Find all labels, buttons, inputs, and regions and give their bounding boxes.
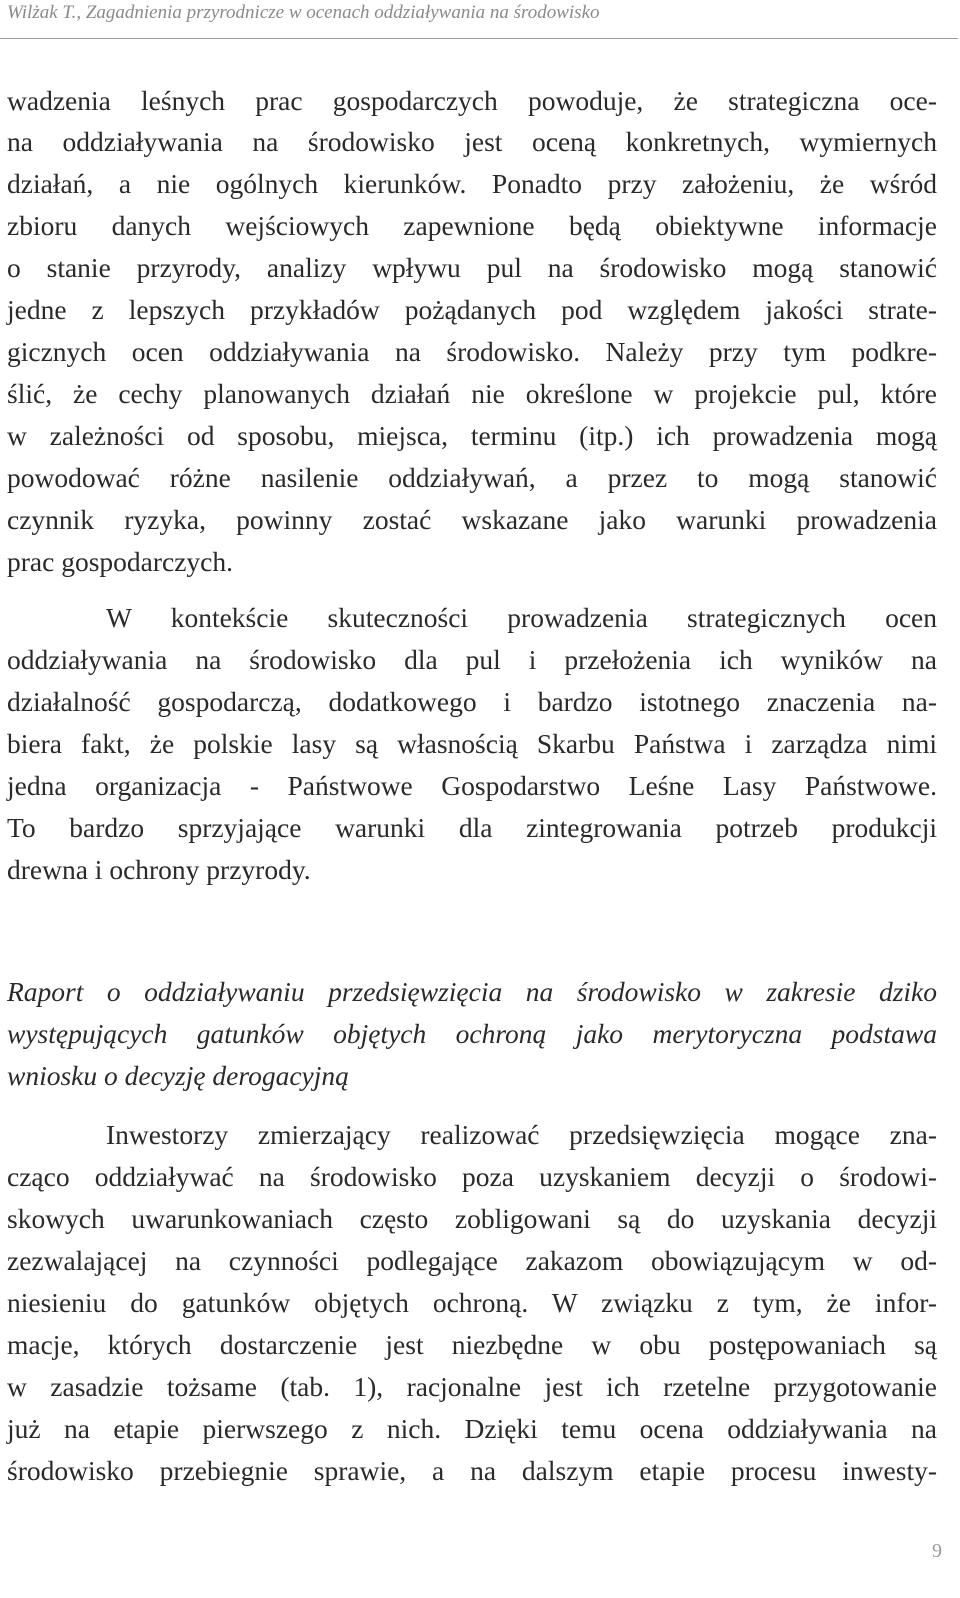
text-line: skowych uwarunkowaniach często zobligowani są do uzyskania decyzji — [7, 1203, 937, 1234]
page-number: 9 — [932, 1540, 942, 1562]
text-line: powodować różne nasilenie oddziaływań, a przez to mogą stanowić — [7, 462, 937, 493]
text-line: działalność gospodarczą, dodatkowego i bardzo istotnego znaczenia na- — [7, 686, 937, 717]
text-line: Inwestorzy zmierzający realizować przedsięwzięcia mogące zna- — [106, 1119, 937, 1150]
text-line: drewna i ochrony przyrody. — [7, 854, 311, 885]
running-header: Wilżak T., Zagadnienia przyrodnicze w ocenach oddziaływania na środowisko — [7, 2, 600, 23]
text-line: działań, a nie ogólnych kierunków. Ponadto przy założeniu, że wśród — [7, 168, 937, 199]
text-line: macje, których dostarczenie jest niezbędne w obu postępowaniach są — [7, 1329, 937, 1360]
text-line: zezwalającej na czynności podlegające zakazom obowiązującym w od- — [7, 1245, 937, 1276]
text-line: w zależności od sposobu, miejsca, terminu (itp.) ich prowadzenia mogą — [7, 420, 937, 451]
text-line: jedna organizacja - Państwowe Gospodarstwo Leśne Lasy Państwowe. — [7, 770, 937, 801]
text-line: oddziaływania na środowisko dla pul i przełożenia ich wyników na — [7, 644, 937, 675]
text-line: czynnik ryzyka, powinny zostać wskazane jako warunki prowadzenia — [7, 504, 937, 535]
heading-line: wniosku o decyzję derogacyjną — [7, 1060, 349, 1091]
text-line: wadzenia leśnych prac gospodarczych powoduje, że strategiczna oce- — [7, 85, 937, 116]
text-line: ślić, że cechy planowanych działań nie określone w projekcie pul, które — [7, 378, 937, 409]
heading-line: występujących gatunków objętych ochroną jako merytoryczna podstawa — [7, 1018, 937, 1049]
text-line: W kontekście skuteczności prowadzenia strategicznych ocen — [106, 602, 937, 633]
text-line: zbioru danych wejściowych zapewnione będą obiektywne informacje — [7, 210, 937, 241]
text-line: w zasadzie tożsame (tab. 1), racjonalne jest ich rzetelne przygotowanie — [7, 1371, 937, 1402]
text-line: biera fakt, że polskie lasy są własnością Skarbu Państwa i zarządza nimi — [7, 728, 937, 759]
text-line: na oddziaływania na środowisko jest oceną konkretnych, wymiernych — [7, 126, 937, 157]
text-line: środowisko przebiegnie sprawie, a na dalszym etapie procesu inwesty- — [7, 1455, 937, 1486]
heading-line: Raport o oddziaływaniu przedsięwzięcia na środowisko w zakresie dziko — [7, 976, 937, 1007]
text-line: o stanie przyrody, analizy wpływu pul na środowisko mogą stanowić — [7, 252, 937, 283]
text-line: cząco oddziaływać na środowisko poza uzyskaniem decyzji o środowi- — [7, 1161, 937, 1192]
text-line: gicznych ocen oddziaływania na środowisko. Należy przy tym podkre- — [7, 336, 937, 367]
text-line: niesieniu do gatunków objętych ochroną. W związku z tym, że infor- — [7, 1287, 937, 1318]
text-line: prac gospodarczych. — [7, 546, 234, 577]
header-divider — [0, 38, 958, 39]
text-line: jedne z lepszych przykładów pożądanych pod względem jakości strate- — [7, 294, 937, 325]
text-line: już na etapie pierwszego z nich. Dzięki temu ocena oddziaływania na — [7, 1413, 937, 1444]
text-line: To bardzo sprzyjające warunki dla zintegrowania potrzeb produkcji — [7, 812, 937, 843]
